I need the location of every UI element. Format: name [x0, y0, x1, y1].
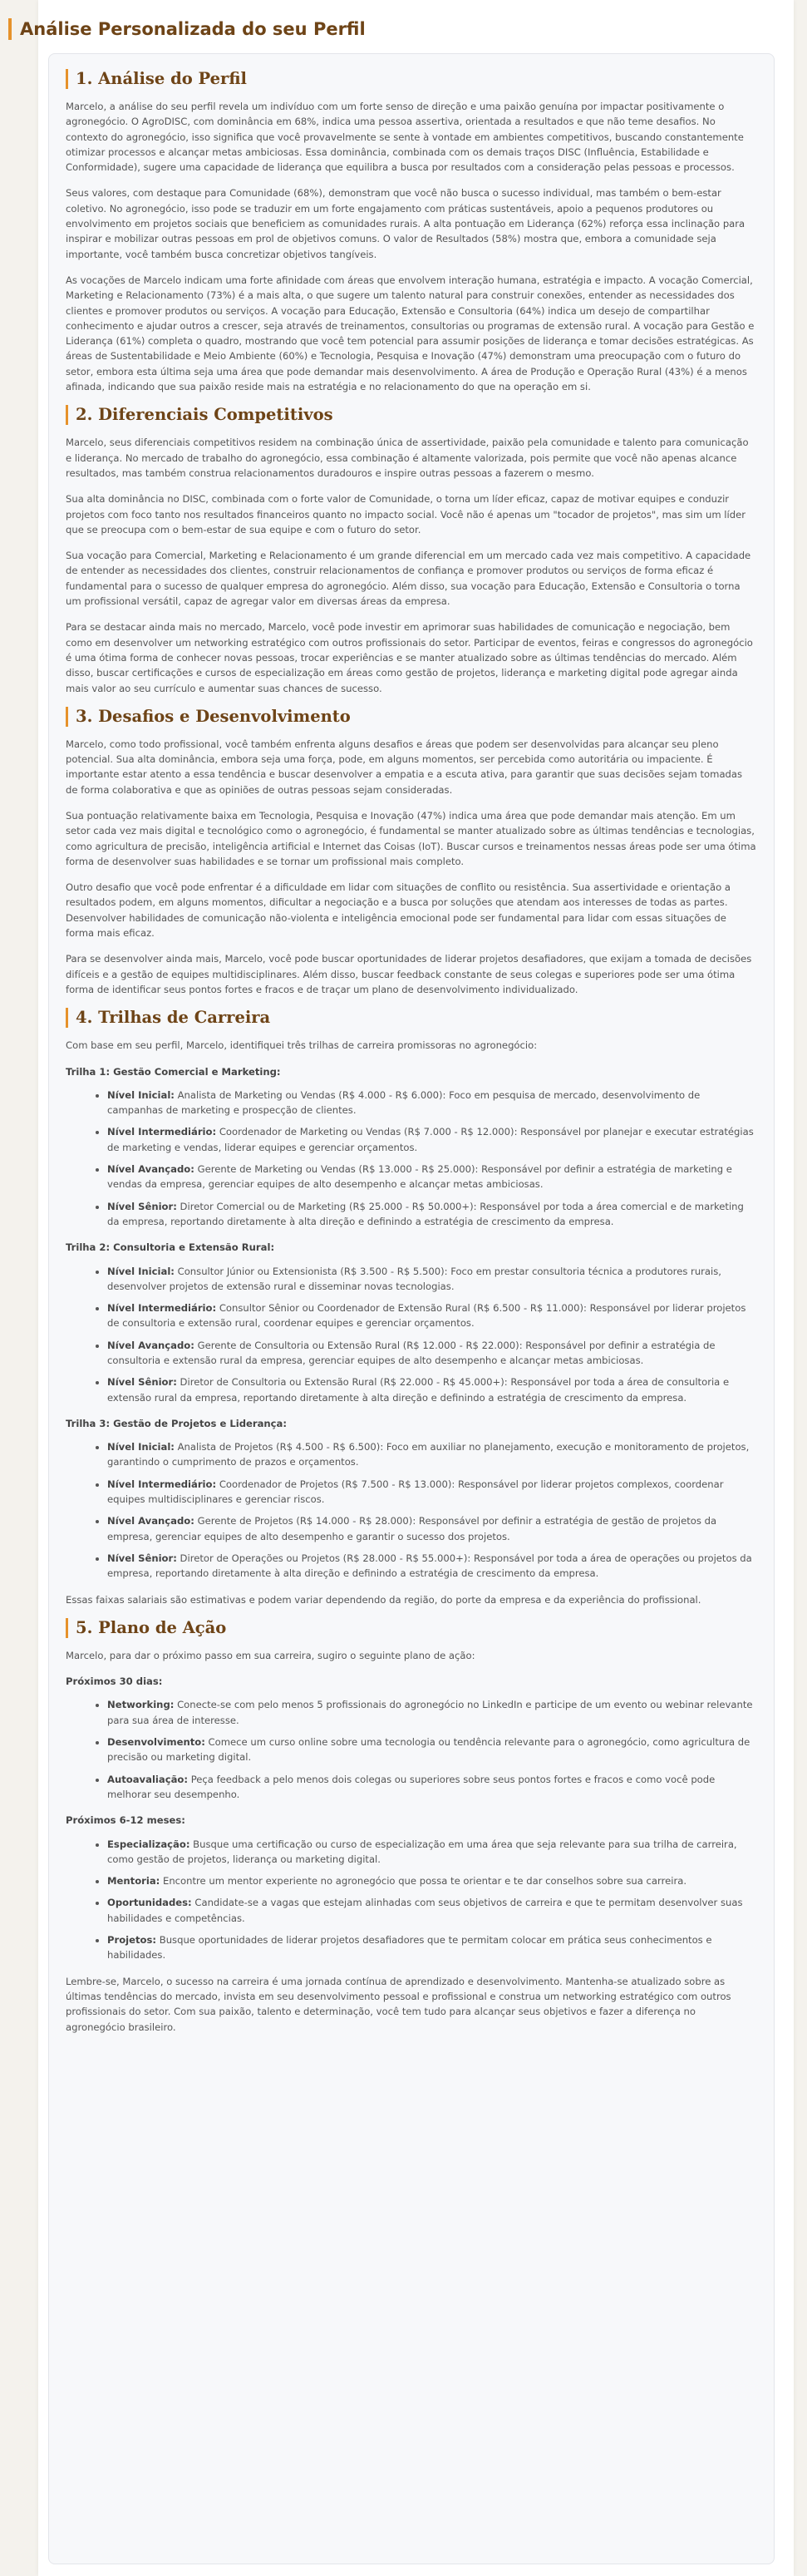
- item-text: Peça feedback a pelo menos dois colegas ou superiores sobre seus pontos fortes e fracos e como você pode melhorar seu desempenho.: [107, 1773, 716, 1800]
- item-label: Nível Avançado:: [107, 1339, 194, 1351]
- paragraph: Marcelo, como todo profissional, você também enfrenta alguns desafios e áreas que podem ser desenvolvidas para alcançar seu pleno potencial. Sua alta dominância, embora seja uma força, pode, em alguns momentos, ser percebida como autoritária ou impaciente. É importante estar atento a essa tendência e buscar desenvolver a empatia e a escuta ativa, para garantir que suas decisões sejam tomadas de forma colaborativa e que as opiniões de outras pessoas sejam consideradas.: [66, 738, 743, 796]
- list-item: [107, 1873, 757, 1888]
- list-item: [107, 1932, 757, 1963]
- track-list: [66, 1439, 757, 1581]
- paragraph: Para se desenvolver ainda mais, Marcelo, você pode buscar oportunidades de liderar projetos desafiadores, que exijam a tomada de decisões difíceis e a gestão de equipes multidisciplinares. Além disso, buscar feedback constante de seus colegas e superiores pode ser uma ótima forma de identificar seus pontos fortes e fracos e de traçar um plano de desenvolvimento individualizado.: [66, 953, 752, 995]
- section-challenges: [66, 707, 757, 997]
- list-item: [107, 1735, 757, 1765]
- item-label: Nível Inicial:: [107, 1265, 175, 1277]
- section-title: 4. Trilhas de Carreira: [66, 1008, 757, 1028]
- section-profile-analysis: [66, 69, 757, 394]
- section-action-plan: [66, 1618, 757, 2035]
- item-label: Nível Intermediário:: [107, 1302, 217, 1315]
- item-label: Especialização:: [107, 1838, 190, 1850]
- list-item: [107, 1199, 757, 1230]
- item-text: Diretor de Consultoria ou Extensão Rural (R$ 22.000 - R$ 45.000+): Responsável por toda a área de consultoria e extensão rural da empresa, reportando diretamente à alta direção e definindo a estratégia de crescimento da empresa.: [107, 1376, 730, 1404]
- item-label: Mentoria:: [107, 1875, 160, 1888]
- item-text: Consultor Sênior ou Coordenador de Extensão Rural (R$ 6.500 - R$ 11.000): Responsável por liderar projetos de consultoria e extensão rural, coordenar equipes e gerenciar orçamentos.: [107, 1302, 746, 1330]
- paragraph: Sua pontuação relativamente baixa em Tecnologia, Pesquisa e Inovação (47%) indica uma área que pode demandar mais atenção. Em um setor cada vez mais digital e tecnológico como o agronegócio, é fundamental se manter atualizado sobre as últimas tendências e tecnologias, como agricultura de precisão, inteligência artificial e Internet das Coisas (IoT). Buscar cursos e treinamentos nessas áreas pode ser uma ótima forma de desenvolver suas habilidades e se tornar um profissional mais completo.: [66, 809, 756, 867]
- section-title: 3. Desafios e Desenvolvimento: [66, 707, 757, 727]
- item-label: Nível Avançado:: [107, 1515, 194, 1527]
- paragraph: Marcelo, seus diferenciais competitivos residem na combinação única de assertividade, paixão pela comunidade e talento para comunicação e liderança. No mercado de trabalho do agronegócio, essa combinação é altamente valorizada, pois permite que você não apenas alcance resultados, mas também construa relacionamentos duradouros e inspire outras pessoas a fazerem o mesmo.: [66, 437, 749, 479]
- list-item: [107, 1338, 757, 1369]
- item-text: Coordenador de Projetos (R$ 7.500 - R$ 13.000): Responsável por liderar projetos complexos, coordenar equipes multidisciplinares e gerenciar riscos.: [107, 1478, 724, 1506]
- section-title: 5. Plano de Ação: [66, 1618, 757, 1638]
- plan-group-title: Próximos 6-12 meses:: [66, 1814, 185, 1827]
- item-label: Projetos:: [107, 1934, 157, 1947]
- plan-list: [66, 1837, 757, 1963]
- list-item: [107, 1837, 757, 1868]
- item-label: Desenvolvimento:: [107, 1736, 205, 1749]
- salary-note: Essas faixas salariais são estimativas e podem variar dependendo da região, do porte da empresa e da experiência do profissional.: [66, 1593, 701, 1606]
- list-item: [107, 1513, 757, 1544]
- item-label: Nível Inicial:: [107, 1441, 175, 1453]
- list-item: [107, 1124, 757, 1155]
- track-list: [66, 1264, 757, 1405]
- track-title: Trilha 2: Consultoria e Extensão Rural:: [66, 1241, 275, 1254]
- item-label: Nível Sênior:: [107, 1376, 177, 1389]
- closing-paragraph: Lembre-se, Marcelo, o sucesso na carreira é uma jornada contínua de aprendizado e desenvolvimento. Mantenha-se atualizado sobre as últimas tendências do mercado, invista em seu desenvolvimento pessoal e profissional e construa um networking estratégico com outros profissionais do setor. Com sua paixão, talento e determinação, você tem tudo para alcançar seus objetivos e fazer a diferença no agronegócio brasileiro.: [66, 1975, 731, 2033]
- section-title: 2. Diferenciais Competitivos: [66, 405, 757, 425]
- item-label: Nível Sênior:: [107, 1200, 177, 1212]
- list-item: [107, 1439, 757, 1470]
- paragraph: Marcelo, a análise do seu perfil revela um indivíduo com um forte senso de direção e uma paixão genuína por impactar positivamente o agronegócio. O AgroDISC, com dominância em 68%, indica uma pessoa assertiva, orientada a resultados e que não teme desafios. No contexto do agronegócio, isso significa que você provavelmente se sente à vontade em ambientes competitivos, buscando constantemente otimizar processos e alcançar metas ambiciosas. Essa dominância, combinada com os demais traços DISC (Influência, Estabilidade e Conformidade), sugere uma capacidade de liderança que equilibra a busca por resultados com a consideração pelas pessoas e processos.: [66, 101, 744, 174]
- paragraph: Outro desafio que você pode enfrentar é a dificuldade em lidar com situações de conflito ou resistência. Sua assertividade e orientação a resultados podem, em alguns momentos, dificultar a negociação e a busca por soluções que atendam aos interesses de todas as partes. Desenvolver habilidades de comunicação não-violenta e inteligência emocional pode ser fundamental para lidar com essas situações de forma mais eficaz.: [66, 881, 731, 940]
- item-text: Gerente de Consultoria ou Extensão Rural (R$ 12.000 - R$ 22.000): Responsável por definir a estratégia de consultoria e extensão rural da empresa, gerenciar equipes de alto desempenho e alcançar metas ambiciosas.: [107, 1339, 716, 1366]
- item-text: Conecte-se com pelo menos 5 profissionais do agronegócio no LinkedIn e participe de um evento ou webinar relevante para sua área de interesse.: [107, 1699, 753, 1726]
- item-text: Comece um curso online sobre uma tecnologia ou tendência relevante para o agronegócio, como agricultura de precisão ou marketing digital.: [107, 1736, 750, 1764]
- item-label: Nível Inicial:: [107, 1088, 175, 1101]
- paragraph: Marcelo, para dar o próximo passo em sua carreira, sugiro o seguinte plano de ação:: [66, 1649, 475, 1661]
- list-item: [107, 1551, 757, 1582]
- item-text: Busque uma certificação ou curso de especialização em uma área que seja relevante para sua trilha de carreira, como gestão de projetos, liderança ou marketing digital.: [107, 1838, 737, 1865]
- paragraph: Com base em seu perfil, Marcelo, identifiquei três trilhas de carreira promissoras no agronegócio:: [66, 1039, 538, 1052]
- item-text: Encontre um mentor experiente no agronegócio que possa te orientar e te dar conselhos sobre sua carreira.: [160, 1875, 687, 1888]
- track-title: Trilha 3: Gestão de Projetos e Liderança:: [66, 1417, 288, 1429]
- item-text: Analista de Marketing ou Vendas (R$ 4.000 - R$ 6.000): Foco em pesquisa de mercado, desenvolvimento de campanhas de marketing e prospecção de clientes.: [107, 1088, 701, 1117]
- list-item: [107, 1477, 757, 1508]
- item-text: Candidate-se a vagas que estejam alinhadas com seus objetivos de carreira e que te permitam desenvolver suas habilidades e competências.: [107, 1897, 743, 1924]
- section-title: 1. Análise do Perfil: [66, 69, 757, 89]
- paragraph: Seus valores, com destaque para Comunidade (68%), demonstram que você não busca o sucesso individual, mas também o bem-estar coletivo. No agronegócio, isso pode se traduzir em um forte engajamento com práticas sustentáveis, apoio a pequenos produtores ou envolvimento em projetos sociais que beneficiem as comunidades rurais. A alta pontuação em Liderança (62%) reforça essa inclinação para inspirar e mobilizar outras pessoas em prol de objetivos comuns. O valor de Resultados (58%) mostra que, embora a comunidade seja importante, você também busca concretizar objetivos tangíveis.: [66, 187, 745, 260]
- list-item: [107, 1162, 757, 1192]
- item-text: Busque oportunidades de liderar projetos desafiadores que te permitam colocar em prática seus conhecimentos e habilidades.: [107, 1934, 712, 1962]
- item-text: Diretor de Operações ou Projetos (R$ 28.000 - R$ 55.000+): Responsável por toda a área de operações ou projetos da empresa, reportando diretamente à alta direção e definindo a estratégia de crescimento da empresa.: [107, 1552, 752, 1580]
- track-title: Trilha 1: Gestão Comercial e Marketing:: [66, 1065, 281, 1078]
- item-text: Gerente de Projetos (R$ 14.000 - R$ 28.000): Responsável por definir a estratégia de gestão de projetos da empresa, gerenciar equipes de alto desempenho e garantir o sucesso dos projetos.: [107, 1515, 717, 1542]
- paragraph: Sua alta dominância no DISC, combinada com o forte valor de Comunidade, o torna um líder eficaz, capaz de motivar equipes e conduzir projetos com foco tanto nos resultados financeiros quanto no impacto social. Você não é apenas um "tocador de projetos", mas sim um líder que se preocupa com o bem-estar de sua equipe e com o futuro do setor.: [66, 493, 745, 535]
- plan-list: [66, 1697, 757, 1802]
- list-item: [107, 1697, 757, 1728]
- item-text: Gerente de Marketing ou Vendas (R$ 13.000 - R$ 25.000): Responsável por definir a estratégia de marketing e vendas da empresa, gerenciar equipes de alto desempenho e alcançar metas ambiciosas.: [107, 1163, 732, 1191]
- list-item: [107, 1374, 757, 1405]
- paragraph: Sua vocação para Comercial, Marketing e Relacionamento é um grande diferencial em um mercado cada vez mais competitivo. A capacidade de entender as necessidades dos clientes, construir relacionamentos de confiança e promover produtos ou serviços de forma eficaz é fundamental para o sucesso de qualquer empresa do agronegócio. Além disso, sua vocação para Educação, Extensão e Consultoria o torna um profissional versátil, capaz de agregar valor em diversas áreas da empresa.: [66, 550, 751, 608]
- item-label: Nível Avançado:: [107, 1163, 194, 1176]
- item-label: Nível Intermediário:: [107, 1478, 217, 1490]
- item-label: Nível Sênior:: [107, 1552, 177, 1564]
- item-text: Coordenador de Marketing ou Vendas (R$ 7.000 - R$ 12.000): Responsável por planejar e executar estratégias de marketing e vendas, liderar equipes e gerenciar orçamentos.: [107, 1126, 754, 1153]
- list-item: [107, 1772, 757, 1803]
- track-list: [66, 1088, 757, 1229]
- list-item: [107, 1264, 757, 1295]
- page-title: Análise Personalizada do seu Perfil: [8, 18, 366, 40]
- item-label: Networking:: [107, 1699, 175, 1711]
- item-text: Consultor Júnior ou Extensionista (R$ 3.500 - R$ 5.500): Foco em prestar consultoria técnica a produtores rurais, desenvolver projetos de extensão rural e disseminar novas tecnologias.: [107, 1265, 721, 1292]
- list-item: [107, 1088, 757, 1118]
- paragraph: Para se destacar ainda mais no mercado, Marcelo, você pode investir em aprimorar suas habilidades de comunicação e negociação, bem como em desenvolver um networking estratégico com outros profissionais do setor. Participar de eventos, feiras e congressos do agronegócio é uma ótima forma de conhecer novas pessoas, trocar experiências e se manter atualizado sobre as últimas tendências do mercado. Além disso, buscar certificações e cursos de especialização em áreas como gestão de projetos, liderança e marketing digital pode agregar ainda mais valor ao seu currículo e aumentar suas chances de sucesso.: [66, 621, 753, 694]
- section-competitive-advantages: [66, 405, 757, 695]
- item-text: Analista de Projetos (R$ 4.500 - R$ 6.500): Foco em auxiliar no planejamento, execução e monitoramento de projetos, garantindo o cumprimento de prazos e orçamentos.: [107, 1441, 750, 1468]
- item-text: Diretor Comercial ou de Marketing (R$ 25.000 - R$ 50.000+): Responsável por toda a área comercial e de marketing da empresa, reportando diretamente à alta direção e definindo a estratégia de crescimento da empresa.: [107, 1200, 744, 1227]
- plan-group-title: Próximos 30 dias:: [66, 1675, 163, 1688]
- list-item: [107, 1895, 757, 1926]
- list-item: [107, 1300, 757, 1331]
- report-card: [48, 53, 775, 2564]
- item-label: Oportunidades:: [107, 1897, 192, 1909]
- item-label: Nível Intermediário:: [107, 1126, 217, 1138]
- paragraph: As vocações de Marcelo indicam uma forte afinidade com áreas que envolvem interação humana, estratégia e impacto. A vocação Comercial, Marketing e Relacionamento (73%) é a mais alta, o que sugere um talento natural para construir conexões, entender as necessidades dos clientes e promover produtos ou serviços. A vocação para Educação, Extensão e Consultoria (64%) indica um desejo de compartilhar conhecimento e ajudar outros a crescer, seja através de treinamentos, consultorias ou programas de extensão rural. A vocação para Gestão e Liderança (61%) completa o quadro, mostrando que você tem potencial para assumir posições de liderança e tomar decisões estratégicas. As áreas de Sustentabilidade e Meio Ambiente (60%) e Tecnologia, Pesquisa e Inovação (47%) demonstram uma preocupação com o futuro do setor, embora esta última seja uma área que pode demandar mais desenvolvimento. A área de Produção e Operação Rural (43%) é a menos afinada, indicando que sua paixão reside mais na estratégia e no relacionamento do que na operação em si.: [66, 274, 755, 393]
- section-career-tracks: [66, 1008, 757, 1607]
- item-label: Autoavaliação:: [107, 1773, 189, 1785]
